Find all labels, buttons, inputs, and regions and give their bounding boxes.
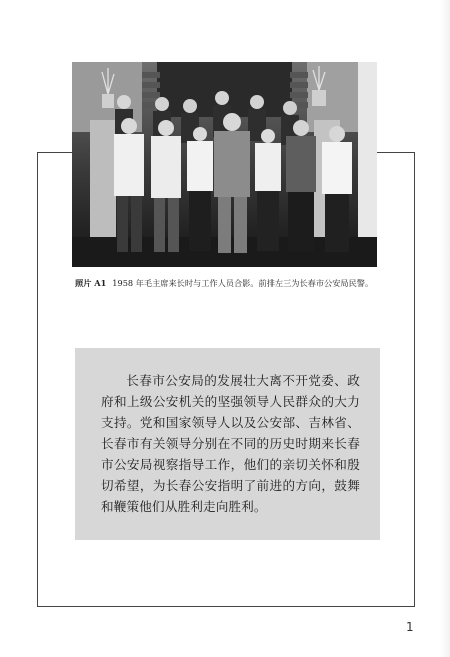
group-photo [72,62,377,267]
summary-paragraph: 长春市公安局的发展壮大离不开党委、政府和上级公安机关的坚强领导人民群众的大力支持。党和国家领导人以及公安部、吉林省、长春市有关领导分别在不同的历史时期来长春市公安局视察指导工作，他们的亲切关怀和殷切希望，为长春公安指明了前进的方向，鼓舞和鞭策他们从胜利走向胜利。 [101,373,360,514]
caption-label: 照片 A1 [75,278,107,288]
caption-text: 1958 年毛主席来长时与工作人员合影。前排左三为长春市公安局民警。 [112,278,374,288]
page-edge-shadow [440,0,450,657]
page-number: 1 [406,620,414,634]
group-photo-image [72,62,377,267]
summary-textbox [75,348,380,540]
photo-caption [75,277,375,289]
